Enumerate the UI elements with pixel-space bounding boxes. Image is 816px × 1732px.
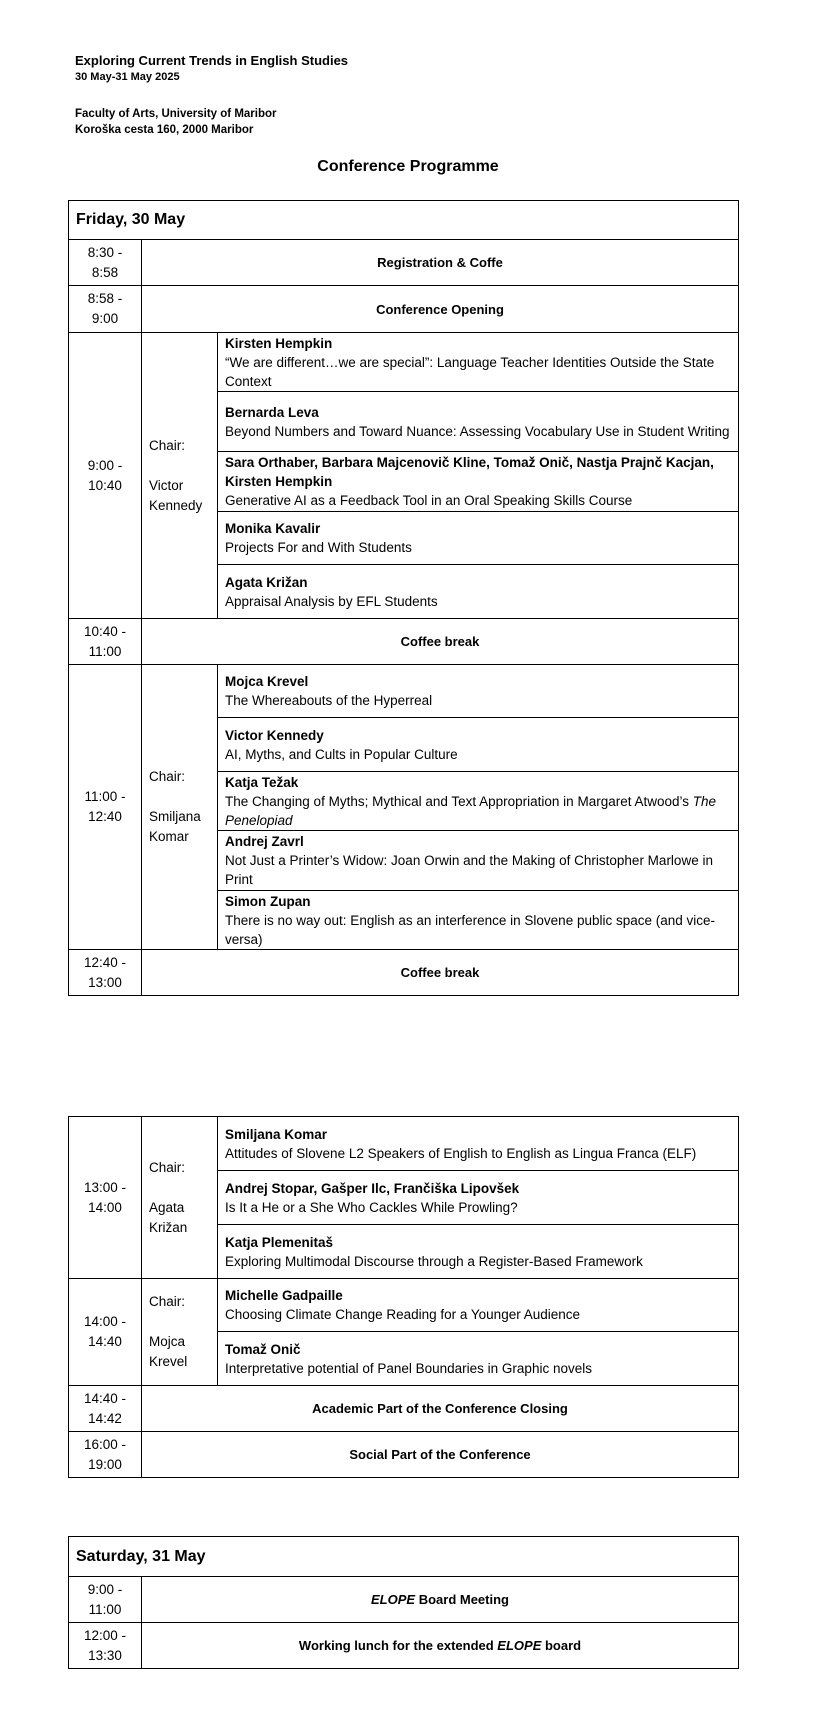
event-label: Coffee break <box>142 950 739 996</box>
speaker-name: Bernarda Leva <box>225 404 319 420</box>
time-end: 14:40 <box>88 1334 122 1349</box>
elope-name: ELOPE <box>371 1592 416 1607</box>
time-cell <box>69 619 142 665</box>
speaker-name: Sara Orthaber, Barbara Majcenovič Kline, Tomaž Onič, Nastja Prajnč Kacjan, Kirsten Hempkin <box>225 455 714 489</box>
time-end: 14:42 <box>88 1410 122 1426</box>
table-row <box>69 950 739 996</box>
table-row <box>69 286 739 333</box>
speaker-name: Monika Kavalir <box>225 521 321 536</box>
talk-title: Not Just a Printer’s Widow: Joan Orwin and the Making of Christopher Marlowe in Print <box>225 853 713 887</box>
time-cell <box>69 665 142 950</box>
time-cell <box>69 1577 142 1623</box>
time-end: 11:00 <box>88 643 122 659</box>
time-cell <box>69 1279 142 1386</box>
time-start: 9:00 - <box>87 457 123 473</box>
time-end: 14:00 <box>88 1199 122 1215</box>
friday-table-part1 <box>68 200 739 996</box>
time-cell <box>69 240 142 286</box>
table-row <box>69 1386 739 1432</box>
time-cell <box>69 1386 142 1432</box>
time-end: 8:58 <box>91 264 119 280</box>
time-start: 13:00 - <box>83 1179 127 1195</box>
chair-name: Kennedy <box>149 497 203 513</box>
talk-row <box>69 333 739 392</box>
chair-label: Chair: <box>149 1294 186 1309</box>
talk-title: AI, Myths, and Cults in Popular Culture <box>225 746 458 762</box>
speaker-name: Michelle Gadpaille <box>225 1288 343 1303</box>
chair-cell <box>142 665 218 950</box>
talk-title: Beyond Numbers and Toward Nuance: Assessing Vocabulary Use in Student Writing <box>225 423 730 439</box>
speaker-name: Agata Križan <box>225 574 308 590</box>
programme-title: Conference Programme <box>317 158 499 175</box>
table-row <box>69 1577 739 1623</box>
time-start: 12:40 - <box>83 954 127 970</box>
event-label-text: board <box>541 1638 582 1653</box>
chair-cell <box>142 333 218 619</box>
time-start: 11:00 - <box>84 789 126 804</box>
speaker-name: Mojca Krevel <box>225 674 309 689</box>
event-label-text: Board Meeting <box>415 1592 509 1607</box>
speaker-name: Tomaž Onič <box>225 1341 301 1357</box>
table-row <box>69 1623 739 1669</box>
time-cell <box>69 1432 142 1478</box>
talk-cell <box>218 1171 739 1225</box>
time-start: 10:40 - <box>83 623 127 639</box>
conference-dates: 30 May-31 May 2025 <box>75 71 180 83</box>
venue-address: Koroška cesta 160, 2000 Maribor <box>75 124 254 136</box>
talk-row <box>69 1279 739 1332</box>
time-end: 12:40 <box>88 809 122 824</box>
table-row <box>69 1432 739 1478</box>
time-end: 11:00 <box>88 1601 122 1617</box>
speaker-name: Katja Težak <box>225 774 299 790</box>
talk-title: Choosing Climate Change Reading for a Younger Audience <box>225 1307 581 1322</box>
time-cell <box>69 286 142 333</box>
time-start: 8:30 - <box>87 244 123 260</box>
speaker-name: Andrej Zavrl <box>225 834 304 849</box>
talk-title-italic: The Penelopiad <box>225 793 717 828</box>
event-label-text: Working lunch for the extended <box>298 1638 498 1653</box>
time-start: 16:00 - <box>83 1436 127 1452</box>
chair-name: Mojca <box>149 1334 186 1349</box>
speaker-name: Andrej Stopar, Gašper Ilc, Frančiška Lipovšek <box>225 1180 520 1196</box>
time-end: 13:30 <box>88 1647 122 1663</box>
time-start: 14:40 - <box>83 1390 127 1406</box>
time-cell <box>69 1117 142 1279</box>
talk-cell <box>218 665 739 718</box>
talk-title-text: The Changing of Myths; Mythical and Text Appropriation in Margaret Atwood’s <box>225 793 693 809</box>
friday-table-part2 <box>68 1116 739 1478</box>
speaker-name: Simon Zupan <box>225 893 311 909</box>
talk-cell <box>218 452 739 512</box>
chair-cell <box>142 1117 218 1279</box>
venue-block <box>75 106 277 138</box>
chair-label: Chair: <box>149 769 186 784</box>
time-end: 9:00 <box>91 311 119 326</box>
day-heading-friday: Friday, 30 May <box>69 201 739 240</box>
talk-title <box>225 792 732 830</box>
speaker-name: Smiljana Komar <box>225 1126 328 1142</box>
talk-cell <box>218 831 739 891</box>
chair-name: Križan <box>149 1219 188 1235</box>
time-end: 19:00 <box>88 1456 122 1472</box>
talk-row <box>69 665 739 718</box>
chair-name: Krevel <box>149 1354 188 1369</box>
chair-name: Smiljana <box>149 809 201 824</box>
talk-title: “We are different…we are special”: Language Teacher Identities Outside the State Context <box>225 354 715 389</box>
talk-title: Projects For and With Students <box>225 540 412 555</box>
chair-name: Victor <box>149 477 184 493</box>
time-end: 13:00 <box>88 974 122 990</box>
venue-name: Faculty of Arts, University of Maribor <box>75 108 277 120</box>
speaker-name: Victor Kennedy <box>225 727 324 743</box>
table-row <box>69 240 739 286</box>
chair-name: Komar <box>149 829 189 844</box>
time-start: 8:58 - <box>87 291 123 306</box>
event-label: Registration & Coffe <box>142 240 739 286</box>
saturday-table <box>68 1536 739 1669</box>
time-start: 9:00 - <box>87 1581 123 1597</box>
chair-label: Chair: <box>149 437 186 453</box>
speaker-name: Katja Plemenitaš <box>225 1234 334 1250</box>
time-start: 14:00 - <box>83 1314 127 1329</box>
talk-cell <box>218 333 739 392</box>
event-label: Conference Opening <box>142 286 739 333</box>
talk-cell <box>218 565 739 619</box>
time-cell <box>69 950 142 996</box>
talk-title: Exploring Multimodal Discourse through a Register-Based Framework <box>225 1253 643 1269</box>
time-cell <box>69 1623 142 1669</box>
speaker-name: Kirsten Hempkin <box>225 335 333 351</box>
talk-title: Attitudes of Slovene L2 Speakers of English to English as Lingua Franca (ELF) <box>225 1145 697 1161</box>
talk-cell <box>218 891 739 950</box>
talk-title: Is It a He or a She Who Cackles While Prowling? <box>225 1199 518 1215</box>
day-heading-saturday: Saturday, 31 May <box>69 1537 739 1577</box>
conference-header <box>75 52 348 86</box>
talk-title: Appraisal Analysis by EFL Students <box>225 593 438 609</box>
talk-cell <box>218 772 739 831</box>
talk-title: There is no way out: English as an interference in Slovene public space (and vice-versa) <box>225 912 716 947</box>
time-start: 12:00 - <box>83 1627 127 1643</box>
talk-cell <box>218 1225 739 1279</box>
talk-cell <box>218 718 739 772</box>
event-label <box>142 1623 739 1669</box>
chair-name: Agata <box>149 1199 185 1215</box>
talk-title: The Whereabouts of the Hyperreal <box>225 693 433 708</box>
talk-title: Generative AI as a Feedback Tool in an Oral Speaking Skills Course <box>225 493 633 508</box>
event-label: Coffee break <box>142 619 739 665</box>
talk-cell <box>218 512 739 565</box>
conference-title: Exploring Current Trends in English Studies <box>75 53 349 68</box>
talk-title: Interpretative potential of Panel Boundaries in Graphic novels <box>225 1360 592 1376</box>
talk-row <box>69 1117 739 1171</box>
event-label: Academic Part of the Conference Closing <box>142 1386 739 1432</box>
table-row <box>69 619 739 665</box>
time-end: 10:40 <box>88 477 122 493</box>
event-label <box>142 1577 739 1623</box>
time-cell <box>69 333 142 619</box>
talk-cell <box>218 1117 739 1171</box>
talk-cell <box>218 1279 739 1332</box>
chair-label: Chair: <box>149 1159 186 1175</box>
event-label: Social Part of the Conference <box>142 1432 739 1478</box>
talk-cell <box>218 1332 739 1386</box>
elope-name: ELOPE <box>497 1638 542 1653</box>
talk-cell <box>218 392 739 452</box>
chair-cell <box>142 1279 218 1386</box>
